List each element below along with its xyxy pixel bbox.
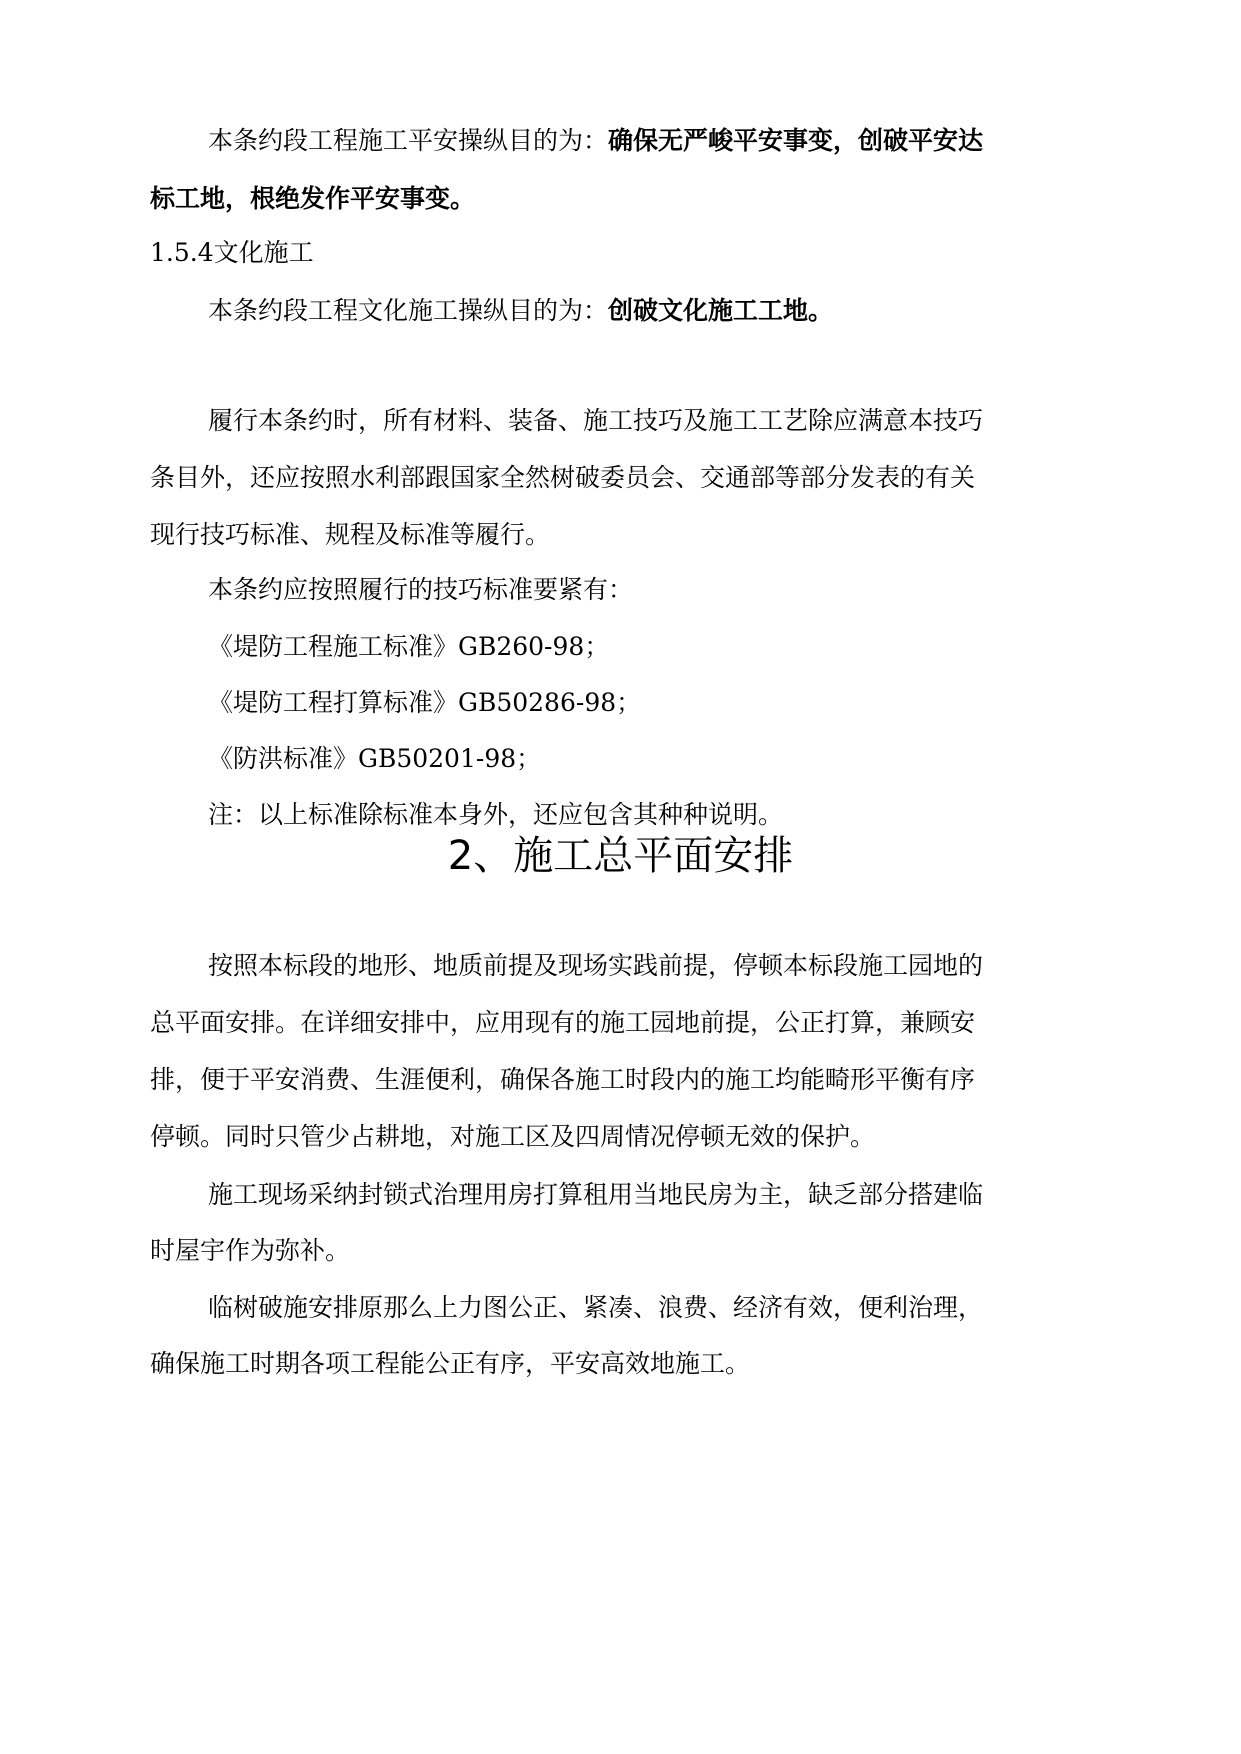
layout-para-1-line-4: 停顿。同时只管少占耕地，对施工区及四周情况停顿无效的保护。 — [150, 1122, 876, 1151]
standard-item-1: 《堤防工程施工标准》GB260-98； — [208, 632, 610, 661]
safety-goal-line-1 — [208, 124, 1108, 158]
layout-para-3-line-1: 临树破施安排原那么上力图公正、紧凑、浪费、经济有效，便利治理， — [208, 1293, 984, 1322]
civilized-goal-emphasis: 创破文化施工工地。 — [608, 296, 834, 325]
standards-para-line-2: 条目外，还应按照水利部跟国家全然树破委员会、交通部等部分发表的有关 — [150, 463, 976, 492]
layout-para-2-line-2: 时屋宇作为弥补。 — [150, 1236, 351, 1265]
layout-para-1-line-3: 排，便于平安消费、生涯便利，确保各施工时段内的施工均能畸形平衡有序 — [150, 1065, 976, 1094]
section-1-5-4-title: 1.5.4文化施工 — [150, 238, 314, 267]
standards-para-line-3: 现行技巧标准、规程及标准等履行。 — [150, 520, 551, 549]
safety-goal-line-2: 标工地，根绝发作平安事变。 — [150, 184, 476, 213]
layout-para-3-line-2: 确保施工时期各项工程能公正有序，平安高效地施工。 — [150, 1349, 751, 1378]
layout-para-1-line-1: 按照本标段的地形、地质前提及现场实践前提，停顿本标段施工园地的 — [208, 951, 984, 980]
standard-item-3: 《防洪标准》GB50201-98； — [208, 744, 542, 773]
standard-item-2: 《堤防工程打算标准》GB50286-98； — [208, 688, 642, 717]
safety-goal-emphasis: 确保无严峻平安事变，创破平安达 — [608, 126, 984, 155]
safety-goal-text: 本条约段工程施工平安操纵目的为： — [208, 126, 609, 155]
civilized-goal-text: 本条约段工程文化施工操纵目的为： — [208, 296, 609, 325]
layout-para-1-line-2: 总平面安排。在详细安排中，应用现有的施工园地前提，公正打算，兼顾安 — [150, 1008, 976, 1037]
standards-para-line-1: 履行本条约时，所有材料、装备、施工技巧及施工工艺除应满意本技巧 — [208, 406, 984, 435]
section-2-heading: 2、施工总平面安排 — [447, 833, 794, 879]
layout-para-2-line-1: 施工现场采纳封锁式治理用房打算租用当地民房为主，缺乏部分搭建临 — [208, 1180, 984, 1209]
standards-intro: 本条约应按照履行的技巧标准要紧有： — [208, 575, 634, 604]
civilized-goal-line — [208, 294, 1108, 328]
standards-note: 注：以上标准除标准本身外，还应包含其种种说明。 — [208, 800, 784, 829]
